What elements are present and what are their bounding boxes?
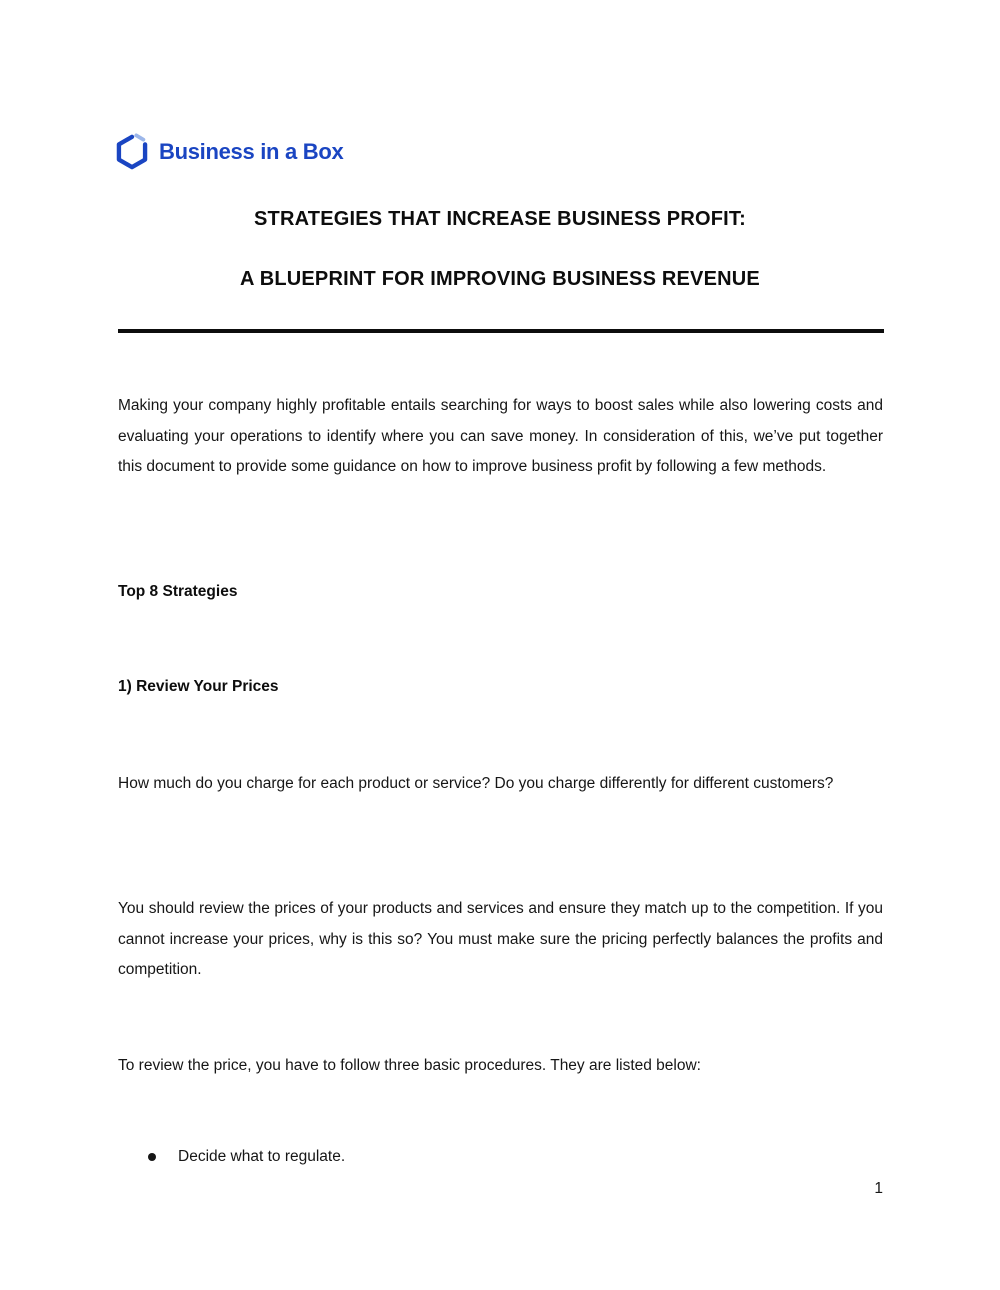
strategy-1-paragraph-2: You should review the prices of your products and services and ensure they match up to the competition. If you cannot increase your prices, why is this so? You must make sure the pricing perfectly balances the profits and competition. — [118, 900, 883, 979]
procedure-bullet-list — [118, 1144, 883, 1170]
brand-name: Business in a Box — [159, 139, 344, 164]
brand-logo — [114, 131, 343, 173]
title-divider — [118, 329, 884, 333]
list-item-text: Decide what to regulate. — [178, 1148, 346, 1165]
document-title-line1: STRATEGIES THAT INCREASE BUSINESS PROFIT: — [254, 208, 746, 230]
page-number: 1 — [874, 1180, 883, 1197]
document-title-line2: A BLUEPRINT FOR IMPROVING BUSINESS REVENUE — [240, 268, 760, 290]
strategy-1-paragraph-1: How much do you charge for each product or service? Do you charge differently for different customers? — [118, 775, 834, 792]
intro-paragraph: Making your company highly profitable entails searching for ways to boost sales while also lowering costs and evaluating your operations to identify where you can save money. In consideration of this, we’ve put together this document to provide some guidance on how to improve business profit by following a few methods. — [118, 397, 883, 476]
bullet-icon — [148, 1153, 156, 1161]
list-item — [118, 1144, 883, 1170]
strategy-1-paragraph-3: To review the price, you have to follow three basic procedures. They are listed below: — [118, 1057, 701, 1074]
strategy-1-heading: 1) Review Your Prices — [118, 678, 279, 695]
section-heading-top-8-strategies: Top 8 Strategies — [118, 583, 238, 600]
hexagon-box-icon — [114, 131, 150, 173]
